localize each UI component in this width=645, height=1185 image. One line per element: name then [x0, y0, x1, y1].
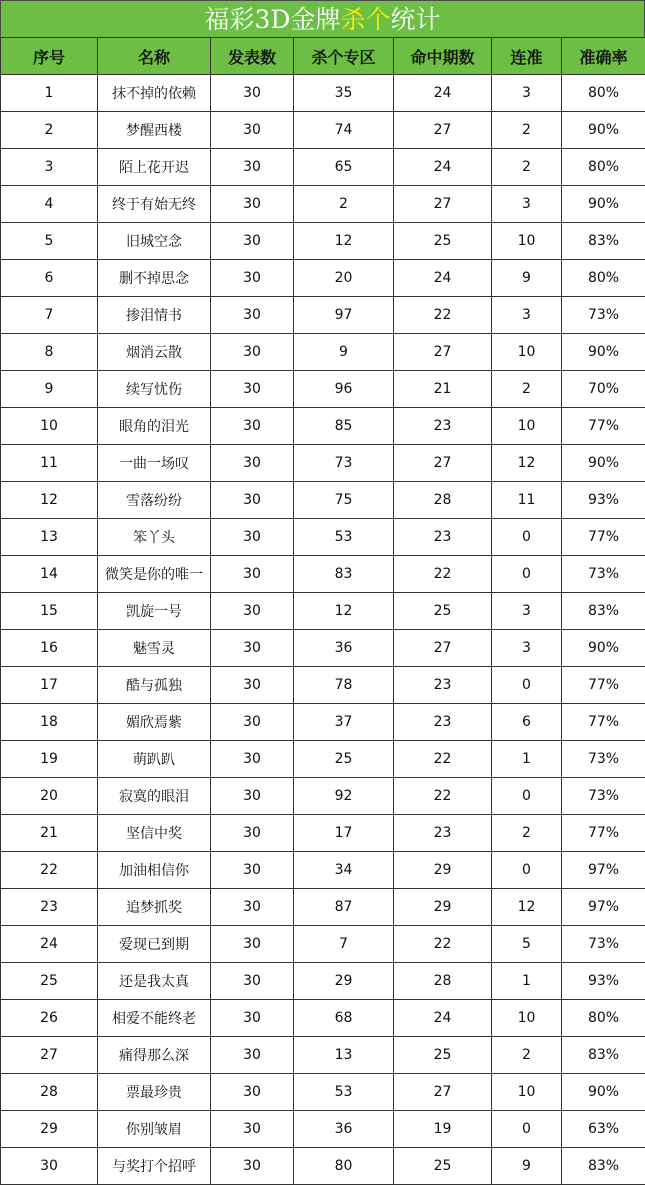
row-name: 爱现已到期 [98, 926, 211, 963]
row-hits: 21 [394, 371, 492, 408]
sheet-title [0, 0, 645, 37]
row-kill-zone: 20 [294, 260, 394, 297]
row-index: 11 [1, 445, 98, 482]
row-kill-zone: 17 [294, 815, 394, 852]
row-accuracy: 73% [562, 297, 645, 334]
row-streak: 2 [492, 815, 562, 852]
row-streak: 3 [492, 297, 562, 334]
row-accuracy: 90% [562, 630, 645, 667]
row-name: 删不掉思念 [98, 260, 211, 297]
row-index: 17 [1, 667, 98, 704]
table-row [1, 630, 645, 667]
table-row [1, 852, 645, 889]
row-index: 4 [1, 186, 98, 223]
row-hits: 27 [394, 186, 492, 223]
row-index: 13 [1, 519, 98, 556]
row-index: 3 [1, 149, 98, 186]
row-index: 25 [1, 963, 98, 1000]
row-posts: 30 [211, 593, 294, 630]
row-accuracy: 73% [562, 556, 645, 593]
row-accuracy: 97% [562, 852, 645, 889]
row-hits: 27 [394, 334, 492, 371]
row-accuracy: 90% [562, 334, 645, 371]
row-accuracy: 83% [562, 593, 645, 630]
row-streak: 0 [492, 1111, 562, 1148]
row-index: 18 [1, 704, 98, 741]
row-posts: 30 [211, 149, 294, 186]
row-kill-zone: 7 [294, 926, 394, 963]
row-hits: 19 [394, 1111, 492, 1148]
row-streak: 1 [492, 963, 562, 1000]
table-row [1, 889, 645, 926]
row-streak: 0 [492, 519, 562, 556]
row-name: 掺泪情书 [98, 297, 211, 334]
table-row [1, 334, 645, 371]
row-hits: 25 [394, 223, 492, 260]
row-accuracy: 63% [562, 1111, 645, 1148]
row-hits: 23 [394, 815, 492, 852]
row-streak: 10 [492, 334, 562, 371]
row-posts: 30 [211, 926, 294, 963]
row-streak: 0 [492, 556, 562, 593]
table-row [1, 1111, 645, 1148]
row-name: 微笑是你的唯一 [98, 556, 211, 593]
row-index: 21 [1, 815, 98, 852]
table-row [1, 704, 645, 741]
row-kill-zone: 2 [294, 186, 394, 223]
row-accuracy: 73% [562, 778, 645, 815]
row-index: 2 [1, 112, 98, 149]
row-posts: 30 [211, 408, 294, 445]
row-accuracy: 83% [562, 223, 645, 260]
row-accuracy: 73% [562, 741, 645, 778]
row-name: 痛得那么深 [98, 1037, 211, 1074]
row-index: 7 [1, 297, 98, 334]
row-posts: 30 [211, 963, 294, 1000]
table-row [1, 149, 645, 186]
row-hits: 24 [394, 149, 492, 186]
title-suffix: 统计 [390, 5, 441, 34]
row-streak: 0 [492, 667, 562, 704]
header-hits: 命中期数 [394, 38, 492, 75]
row-index: 5 [1, 223, 98, 260]
row-posts: 30 [211, 852, 294, 889]
row-name: 眼角的泪光 [98, 408, 211, 445]
row-name: 寂寞的眼泪 [98, 778, 211, 815]
table-row [1, 445, 645, 482]
row-name: 魅雪灵 [98, 630, 211, 667]
row-streak: 2 [492, 1037, 562, 1074]
row-hits: 23 [394, 704, 492, 741]
row-posts: 30 [211, 1037, 294, 1074]
row-streak: 1 [492, 741, 562, 778]
row-accuracy: 93% [562, 963, 645, 1000]
row-kill-zone: 53 [294, 519, 394, 556]
table-row [1, 1074, 645, 1111]
table-row [1, 1148, 645, 1185]
row-streak: 3 [492, 630, 562, 667]
row-accuracy: 83% [562, 1037, 645, 1074]
row-index: 15 [1, 593, 98, 630]
row-hits: 24 [394, 260, 492, 297]
row-accuracy: 83% [562, 1148, 645, 1185]
table-row [1, 1037, 645, 1074]
row-name: 烟消云散 [98, 334, 211, 371]
row-name: 加油相信你 [98, 852, 211, 889]
row-kill-zone: 37 [294, 704, 394, 741]
row-kill-zone: 73 [294, 445, 394, 482]
table-row [1, 260, 645, 297]
row-streak: 0 [492, 852, 562, 889]
row-posts: 30 [211, 630, 294, 667]
row-index: 27 [1, 1037, 98, 1074]
row-hits: 27 [394, 1074, 492, 1111]
title-highlight: 杀个 [340, 5, 391, 34]
row-accuracy: 73% [562, 926, 645, 963]
table-row [1, 519, 645, 556]
row-name: 萌趴趴 [98, 741, 211, 778]
row-kill-zone: 80 [294, 1148, 394, 1185]
row-hits: 23 [394, 519, 492, 556]
row-kill-zone: 12 [294, 593, 394, 630]
row-index: 19 [1, 741, 98, 778]
row-hits: 22 [394, 778, 492, 815]
row-accuracy: 90% [562, 186, 645, 223]
row-index: 14 [1, 556, 98, 593]
table-row [1, 482, 645, 519]
row-accuracy: 77% [562, 519, 645, 556]
row-streak: 10 [492, 408, 562, 445]
row-kill-zone: 74 [294, 112, 394, 149]
row-posts: 30 [211, 297, 294, 334]
row-name: 相爱不能终老 [98, 1000, 211, 1037]
row-hits: 25 [394, 1148, 492, 1185]
row-hits: 22 [394, 297, 492, 334]
row-posts: 30 [211, 1074, 294, 1111]
row-name: 续写忧伤 [98, 371, 211, 408]
row-hits: 28 [394, 963, 492, 1000]
row-kill-zone: 36 [294, 1111, 394, 1148]
row-name: 一曲一场叹 [98, 445, 211, 482]
row-accuracy: 97% [562, 889, 645, 926]
row-accuracy: 80% [562, 75, 645, 112]
row-kill-zone: 12 [294, 223, 394, 260]
table-row [1, 963, 645, 1000]
row-accuracy: 90% [562, 112, 645, 149]
row-streak: 12 [492, 889, 562, 926]
row-hits: 25 [394, 1037, 492, 1074]
header-index: 序号 [1, 38, 98, 75]
row-streak: 3 [492, 593, 562, 630]
header-posts: 发表数 [211, 38, 294, 75]
row-index: 6 [1, 260, 98, 297]
row-index: 30 [1, 1148, 98, 1185]
row-index: 8 [1, 334, 98, 371]
row-posts: 30 [211, 1148, 294, 1185]
row-posts: 30 [211, 815, 294, 852]
row-name: 酷与孤独 [98, 667, 211, 704]
row-hits: 23 [394, 408, 492, 445]
stats-table [0, 37, 645, 1185]
row-streak: 9 [492, 260, 562, 297]
row-name: 凯旋一号 [98, 593, 211, 630]
row-index: 22 [1, 852, 98, 889]
row-accuracy: 90% [562, 445, 645, 482]
row-posts: 30 [211, 704, 294, 741]
table-row [1, 371, 645, 408]
row-index: 20 [1, 778, 98, 815]
table-row [1, 1000, 645, 1037]
row-name: 票最珍贵 [98, 1074, 211, 1111]
row-posts: 30 [211, 223, 294, 260]
row-posts: 30 [211, 260, 294, 297]
row-name: 你别皱眉 [98, 1111, 211, 1148]
table-row [1, 223, 645, 260]
row-accuracy: 77% [562, 815, 645, 852]
row-streak: 2 [492, 112, 562, 149]
row-hits: 27 [394, 445, 492, 482]
row-posts: 30 [211, 741, 294, 778]
row-kill-zone: 87 [294, 889, 394, 926]
row-posts: 30 [211, 1111, 294, 1148]
row-posts: 30 [211, 371, 294, 408]
row-streak: 3 [492, 186, 562, 223]
row-kill-zone: 34 [294, 852, 394, 889]
row-index: 23 [1, 889, 98, 926]
table-row [1, 408, 645, 445]
row-index: 16 [1, 630, 98, 667]
table-row [1, 186, 645, 223]
row-hits: 29 [394, 852, 492, 889]
row-kill-zone: 75 [294, 482, 394, 519]
row-hits: 22 [394, 926, 492, 963]
row-streak: 12 [492, 445, 562, 482]
header-accuracy: 准确率 [562, 38, 645, 75]
row-streak: 10 [492, 223, 562, 260]
row-streak: 9 [492, 1148, 562, 1185]
row-index: 24 [1, 926, 98, 963]
row-posts: 30 [211, 112, 294, 149]
row-kill-zone: 65 [294, 149, 394, 186]
row-name: 还是我太真 [98, 963, 211, 1000]
row-streak: 11 [492, 482, 562, 519]
row-hits: 29 [394, 889, 492, 926]
row-hits: 24 [394, 1000, 492, 1037]
row-streak: 2 [492, 371, 562, 408]
row-name: 笨丫头 [98, 519, 211, 556]
row-index: 10 [1, 408, 98, 445]
title-prefix: 福彩3D金牌 [204, 5, 341, 34]
row-accuracy: 80% [562, 149, 645, 186]
row-streak: 2 [492, 149, 562, 186]
row-kill-zone: 36 [294, 630, 394, 667]
row-hits: 28 [394, 482, 492, 519]
row-name: 陌上花开迟 [98, 149, 211, 186]
row-index: 1 [1, 75, 98, 112]
row-posts: 30 [211, 889, 294, 926]
table-row [1, 815, 645, 852]
row-name: 旧城空念 [98, 223, 211, 260]
row-posts: 30 [211, 445, 294, 482]
row-streak: 0 [492, 778, 562, 815]
row-hits: 24 [394, 75, 492, 112]
row-name: 终于有始无终 [98, 186, 211, 223]
row-hits: 27 [394, 112, 492, 149]
table-row [1, 556, 645, 593]
table-row [1, 667, 645, 704]
table-row [1, 75, 645, 112]
row-kill-zone: 97 [294, 297, 394, 334]
table-row [1, 112, 645, 149]
header-streak: 连准 [492, 38, 562, 75]
row-hits: 22 [394, 741, 492, 778]
row-kill-zone: 35 [294, 75, 394, 112]
row-hits: 22 [394, 556, 492, 593]
row-name: 与奖打个招呼 [98, 1148, 211, 1185]
table-row [1, 741, 645, 778]
row-kill-zone: 9 [294, 334, 394, 371]
row-kill-zone: 85 [294, 408, 394, 445]
row-accuracy: 90% [562, 1074, 645, 1111]
row-hits: 25 [394, 593, 492, 630]
row-index: 29 [1, 1111, 98, 1148]
row-kill-zone: 96 [294, 371, 394, 408]
row-name: 媚欣焉紫 [98, 704, 211, 741]
row-accuracy: 80% [562, 1000, 645, 1037]
table-row [1, 778, 645, 815]
row-name: 雪落纷纷 [98, 482, 211, 519]
row-posts: 30 [211, 1000, 294, 1037]
row-accuracy: 77% [562, 704, 645, 741]
row-kill-zone: 53 [294, 1074, 394, 1111]
row-accuracy: 77% [562, 667, 645, 704]
table-body [1, 75, 645, 1185]
row-name: 追梦抓奖 [98, 889, 211, 926]
row-streak: 5 [492, 926, 562, 963]
row-hits: 23 [394, 667, 492, 704]
row-accuracy: 70% [562, 371, 645, 408]
row-accuracy: 80% [562, 260, 645, 297]
row-kill-zone: 83 [294, 556, 394, 593]
row-streak: 6 [492, 704, 562, 741]
header-kill-zone: 杀个专区 [294, 38, 394, 75]
row-accuracy: 77% [562, 408, 645, 445]
row-index: 12 [1, 482, 98, 519]
row-posts: 30 [211, 75, 294, 112]
row-name: 坚信中奖 [98, 815, 211, 852]
row-streak: 10 [492, 1000, 562, 1037]
header-name: 名称 [98, 38, 211, 75]
row-posts: 30 [211, 778, 294, 815]
row-kill-zone: 29 [294, 963, 394, 1000]
row-index: 28 [1, 1074, 98, 1111]
row-index: 9 [1, 371, 98, 408]
row-posts: 30 [211, 667, 294, 704]
row-posts: 30 [211, 556, 294, 593]
row-streak: 3 [492, 75, 562, 112]
row-kill-zone: 13 [294, 1037, 394, 1074]
row-hits: 27 [394, 630, 492, 667]
row-kill-zone: 68 [294, 1000, 394, 1037]
row-streak: 10 [492, 1074, 562, 1111]
row-kill-zone: 92 [294, 778, 394, 815]
row-kill-zone: 25 [294, 741, 394, 778]
row-index: 26 [1, 1000, 98, 1037]
table-row [1, 926, 645, 963]
row-posts: 30 [211, 186, 294, 223]
row-posts: 30 [211, 334, 294, 371]
header-row [1, 38, 645, 75]
row-name: 梦醒西楼 [98, 112, 211, 149]
row-posts: 30 [211, 519, 294, 556]
row-accuracy: 93% [562, 482, 645, 519]
table-row [1, 297, 645, 334]
row-kill-zone: 78 [294, 667, 394, 704]
row-posts: 30 [211, 482, 294, 519]
table-row [1, 593, 645, 630]
row-name: 抹不掉的依赖 [98, 75, 211, 112]
